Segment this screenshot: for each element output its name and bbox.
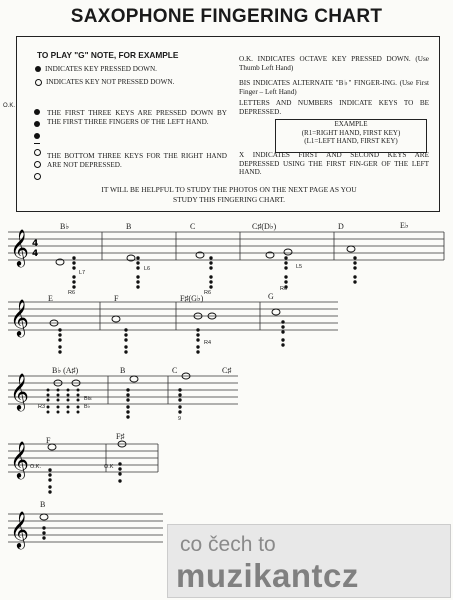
svg-text:𝄞: 𝄞 (10, 228, 29, 266)
key-label: 9 (178, 416, 182, 422)
staff-1 (8, 221, 448, 296)
note-label: D (338, 222, 344, 231)
legend-bis: BIS INDICATES ALTERNATE "B♭" FINGER-ING. (Use First Finger – Left Hand) (239, 79, 429, 96)
key-label: O.K. (30, 464, 42, 470)
watermark-line2: muzikantcz (176, 557, 359, 594)
staff-5-graphics (8, 504, 168, 564)
legend-letters: LETTERS AND NUMBERS INDICATE KEYS TO BE DEPRESSED. (239, 99, 429, 116)
note-label: C♯(D♭) (252, 222, 277, 231)
note-label: C (190, 222, 196, 231)
key-label: L5 (296, 264, 303, 270)
legend-bottom-three: THE BOTTOM THREE KEYS FOR THE RIGHT HAND ARE NOT DEPRESSED. (47, 152, 227, 169)
note-label: B♭ (60, 222, 70, 231)
key-label: R3 (38, 404, 46, 410)
staff-2 (8, 292, 448, 362)
key-label: R6 (204, 290, 212, 296)
staff-4 (8, 434, 448, 504)
key-label: L6 (144, 266, 151, 272)
chart-title: SAXOPHONE FINGERING CHART (70, 6, 383, 27)
legend-footer: IT WILL BE HELPFUL TO STUDY THE PHOTOS ON THE NEXT PAGE AS YOU STUDY THIS FINGERING CHART. (101, 185, 357, 204)
legend-first-three: THE FIRST THREE KEYS ARE PRESSED DOWN BY THE FIRST THREE FINGERS OF THE LEFT HAND. (47, 109, 227, 126)
watermark (167, 524, 451, 598)
svg-text:𝄞: 𝄞 (10, 372, 29, 410)
legend-box (3, 36, 440, 212)
svg-text:𝄞: 𝄞 (10, 440, 29, 478)
key-label: R6 (280, 286, 288, 292)
note-label: B (120, 366, 126, 375)
note-label: F (114, 294, 119, 303)
svg-text:4: 4 (32, 239, 39, 249)
note-label: C♯ (222, 366, 232, 375)
key-label: L7 (79, 270, 86, 276)
staff-2-graphics (8, 292, 448, 362)
legend-heading: TO PLAY "G" NOTE, FOR EXAMPLE (37, 50, 179, 60)
legend-ok: O.K. INDICATES OCTAVE KEY PRESSED DOWN. (Use Thumb Left Hand) (239, 55, 429, 72)
filled-dot-icon (35, 66, 41, 72)
note-label: B♭ (A♯) (52, 366, 79, 375)
note-label: E (48, 294, 53, 303)
svg-text:𝄞: 𝄞 (10, 298, 29, 336)
legend-not-pressed: INDICATES KEY NOT PRESSED DOWN. (35, 78, 235, 87)
note-label: C (172, 366, 178, 375)
legend-pressed: INDICATES KEY PRESSED DOWN. (35, 65, 235, 74)
note-label: E♭ (400, 221, 409, 230)
note-label: B (40, 500, 46, 509)
key-label: R4 (204, 340, 212, 346)
note-label: G (268, 292, 274, 301)
note-label: B (126, 222, 132, 231)
svg-text:𝄞: 𝄞 (10, 510, 29, 548)
key-label: O.K (104, 464, 114, 470)
svg-text:4: 4 (32, 249, 39, 259)
key-label: B♭ (84, 404, 91, 410)
example-box: EXAMPLE (R1=RIGHT HAND, FIRST KEY) (L1=LEFT HAND, FIRST KEY) (275, 119, 427, 153)
note-label: F♯ (116, 432, 125, 441)
legend-x: X INDICATES FIRST AND SECOND KEYS ARE DEPRESSED USING THE FIRST FIN-GER OF THE LEFT HAND. (239, 151, 429, 177)
ok-mark: O.K. (3, 103, 16, 109)
open-dot-icon (35, 79, 42, 86)
note-label: F (46, 436, 51, 445)
key-label: R6 (68, 290, 76, 296)
watermark-line1: co čech to (180, 533, 276, 556)
note-label: F♯(G♭) (180, 294, 204, 303)
key-label: Bis (84, 396, 92, 402)
